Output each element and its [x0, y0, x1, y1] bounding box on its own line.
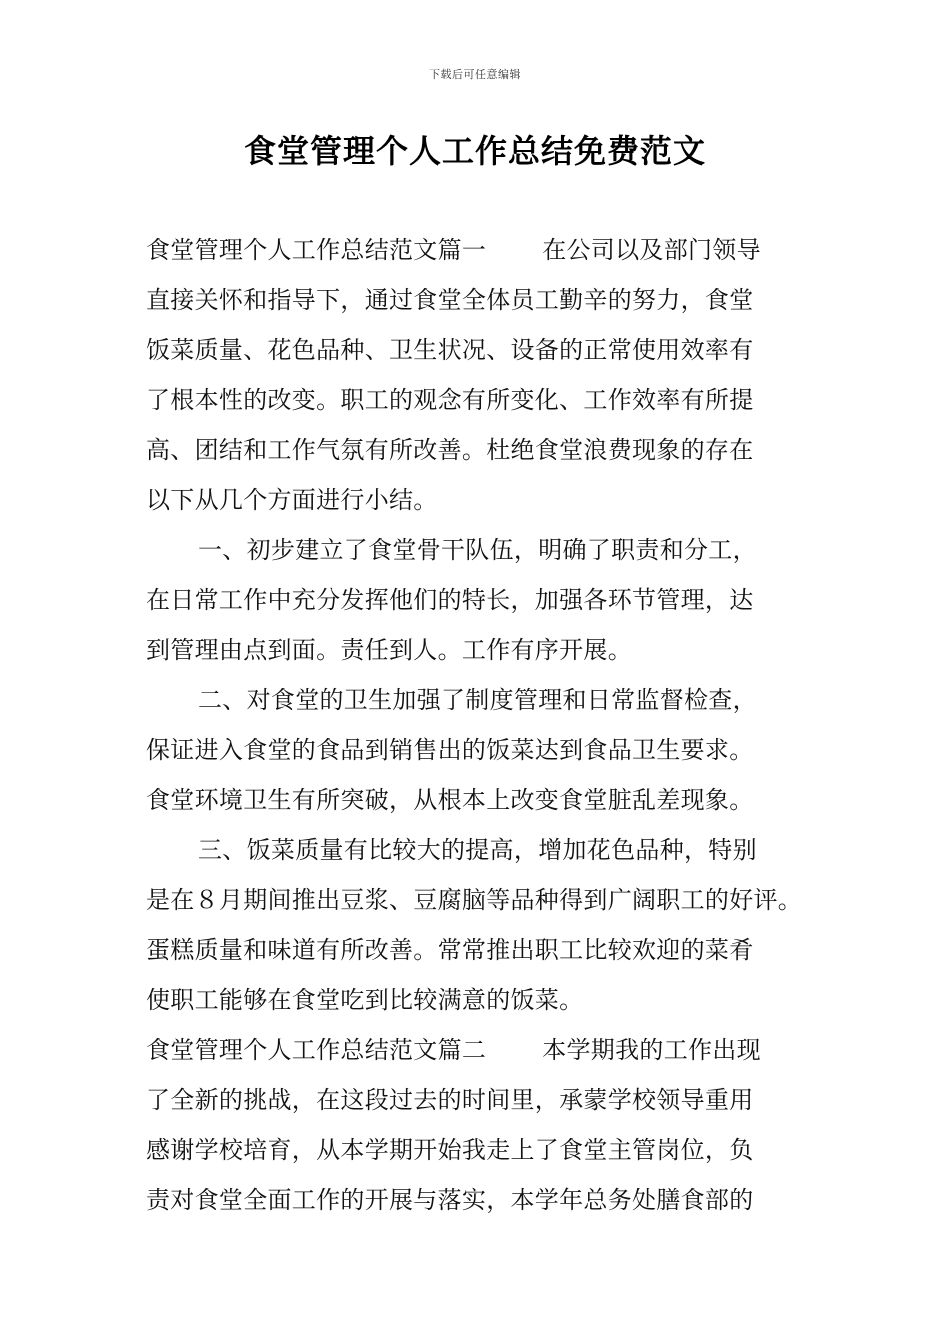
document-title: 食堂管理个人工作总结免费范文 [243, 132, 706, 170]
text-line: 到管理由点到面。责任到人。工作有序开展。 [146, 636, 632, 664]
section-intro-start: 本学期我的工作出现 [542, 1036, 761, 1064]
text-line: 在日常工作中充分发挥他们的特长，加强各环节管理，达 [146, 586, 754, 614]
text-line [146, 225, 826, 275]
header-note: 下载后可任意编辑 [429, 68, 521, 81]
text-line: 了全新的挑战，在这段过去的时间里，承蒙学校领导重用 [146, 1086, 754, 1114]
text-line: 保证进入食堂的食品到销售出的饭菜达到食品卫生要求。 [146, 736, 754, 764]
section-heading: 食堂管理个人工作总结范文篇二 [146, 1036, 487, 1064]
text-line: 高、团结和工作气氛有所改善。杜绝食堂浪费现象的存在 [146, 436, 754, 464]
text-line: 三、饭菜质量有比较大的提高，增加花色品种，特别 [198, 836, 757, 864]
section-heading: 食堂管理个人工作总结范文篇一 [146, 236, 487, 264]
text-line: 二、对食堂的卫生加强了制度管理和日常监督检查， [198, 686, 757, 714]
text-line: 了根本性的改变。职工的观念有所变化、工作效率有所提 [146, 386, 754, 414]
text-line: 食堂环境卫生有所突破，从根本上改变食堂脏乱差现象。 [146, 786, 754, 814]
text-line: 以下从几个方面进行小结。 [146, 486, 438, 514]
section-intro-start: 在公司以及部门领导 [542, 236, 761, 264]
text-line: 蛋糕质量和味道有所改善。常常推出职工比较欢迎的菜肴 [146, 936, 754, 964]
text-line: 直接关怀和指导下，通过食堂全体员工勤辛的努力，食堂 [146, 286, 754, 314]
text-line: 感谢学校培育，从本学期开始我走上了食堂主管岗位，负 [146, 1136, 754, 1164]
text-line: 使职工能够在食堂吃到比较满意的饭菜。 [146, 986, 584, 1014]
text-line: 饭菜质量、花色品种、卫生状况、设备的正常使用效率有 [146, 336, 754, 364]
text-line: 一、初步建立了食堂骨干队伍，明确了职责和分工， [198, 536, 757, 564]
text-line [146, 1025, 826, 1075]
text-line: 是在８月期间推出豆浆、豆腐脑等品种得到广阔职工的好评。 [146, 886, 803, 914]
document-body [146, 225, 826, 1225]
text-line: 责对食堂全面工作的开展与落实，本学年总务处膳食部的 [146, 1186, 754, 1214]
